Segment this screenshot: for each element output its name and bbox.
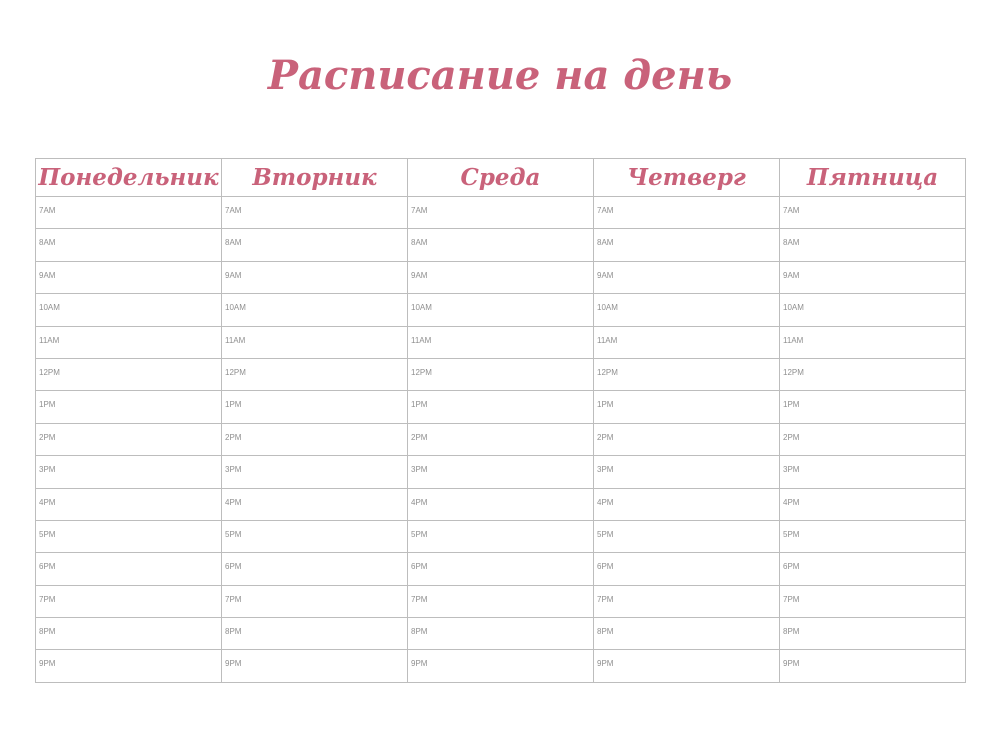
time-label: 8AM [225, 238, 242, 248]
time-row [36, 229, 966, 261]
time-label: 7PM [597, 594, 614, 604]
time-row [36, 618, 966, 650]
time-row [36, 520, 966, 552]
day-header-wednesday: Среда [408, 159, 594, 197]
time-slot-cell-tuesday[interactable] [222, 488, 408, 520]
time-label: 7PM [411, 594, 428, 604]
time-slot-cell-friday[interactable] [780, 229, 966, 261]
time-label: 8PM [783, 627, 800, 637]
time-label: 9AM [39, 270, 56, 280]
time-row [36, 650, 966, 682]
time-label: 5PM [225, 529, 242, 539]
time-label: 1PM [783, 400, 800, 410]
time-label: 2PM [225, 432, 242, 442]
time-slot-cell-friday[interactable] [780, 423, 966, 455]
time-slot-cell-friday[interactable] [780, 650, 966, 682]
time-slot-cell-monday[interactable] [36, 520, 222, 552]
schedule-table [35, 158, 966, 683]
time-slot-cell-thursday[interactable] [594, 488, 780, 520]
time-label: 5PM [39, 529, 56, 539]
time-label: 9AM [225, 270, 242, 280]
time-label: 8PM [597, 627, 614, 637]
time-row [36, 456, 966, 488]
time-label: 7PM [783, 594, 800, 604]
day-header-monday: Понедельник [36, 159, 222, 197]
time-slot-cell-tuesday[interactable] [222, 197, 408, 229]
time-slot-cell-thursday[interactable] [594, 585, 780, 617]
time-label: 3PM [39, 465, 56, 475]
time-slot-cell-wednesday[interactable] [408, 520, 594, 552]
time-label: 11AM [39, 335, 60, 345]
time-slot-cell-thursday[interactable] [594, 326, 780, 358]
time-slot-cell-thursday[interactable] [594, 456, 780, 488]
day-header-friday: Пятница [780, 159, 966, 197]
time-label: 8AM [411, 238, 428, 248]
time-label: 9AM [783, 270, 800, 280]
time-slot-cell-friday[interactable] [780, 618, 966, 650]
time-label: 2PM [783, 432, 800, 442]
time-label: 6PM [225, 562, 242, 572]
time-label: 4PM [783, 497, 800, 507]
time-slot-cell-wednesday[interactable] [408, 358, 594, 390]
time-slot-cell-wednesday[interactable] [408, 585, 594, 617]
time-slot-cell-friday[interactable] [780, 553, 966, 585]
page-title: Расписание на день [267, 52, 733, 99]
time-slot-cell-tuesday[interactable] [222, 229, 408, 261]
time-label: 12PM [783, 367, 804, 377]
time-label: 4PM [39, 497, 56, 507]
time-slot-cell-thursday[interactable] [594, 261, 780, 293]
time-label: 7AM [783, 206, 800, 215]
time-slot-cell-tuesday[interactable] [222, 553, 408, 585]
time-label: 12PM [411, 367, 432, 377]
time-label: 4PM [225, 497, 242, 507]
time-label: 1PM [597, 400, 614, 410]
time-slot-cell-thursday[interactable] [594, 618, 780, 650]
time-slot-cell-monday[interactable] [36, 650, 222, 682]
time-label: 8PM [411, 627, 428, 637]
time-slot-cell-wednesday[interactable] [408, 423, 594, 455]
time-label: 9PM [411, 659, 428, 669]
time-slot-cell-wednesday[interactable] [408, 197, 594, 229]
time-label: 9PM [39, 659, 56, 669]
time-slot-cell-tuesday[interactable] [222, 326, 408, 358]
time-slot-cell-monday[interactable] [36, 488, 222, 520]
time-label: 9PM [597, 659, 614, 669]
time-slot-cell-friday[interactable] [780, 488, 966, 520]
time-label: 9PM [225, 659, 242, 669]
time-slot-cell-tuesday[interactable] [222, 358, 408, 390]
time-slot-cell-friday[interactable] [780, 197, 966, 229]
time-label: 5PM [597, 529, 614, 539]
time-slot-cell-monday[interactable] [36, 553, 222, 585]
time-row [36, 261, 966, 293]
time-slot-cell-thursday[interactable] [594, 553, 780, 585]
time-row [36, 358, 966, 390]
time-slot-cell-wednesday[interactable] [408, 618, 594, 650]
time-label: 6PM [783, 562, 800, 572]
time-label: 8AM [783, 238, 800, 248]
time-label: 2PM [597, 432, 614, 442]
time-slot-cell-tuesday[interactable] [222, 520, 408, 552]
time-slot-cell-tuesday[interactable] [222, 585, 408, 617]
time-slot-cell-tuesday[interactable] [222, 391, 408, 423]
time-label: 4PM [411, 497, 428, 507]
time-row [36, 553, 966, 585]
time-label: 7AM [39, 206, 56, 215]
time-row [36, 326, 966, 358]
time-slot-cell-friday[interactable] [780, 456, 966, 488]
time-slot-cell-tuesday[interactable] [222, 456, 408, 488]
time-label: 1PM [411, 400, 428, 410]
time-slot-cell-thursday[interactable] [594, 197, 780, 229]
time-label: 10AM [225, 303, 246, 313]
time-slot-cell-thursday[interactable] [594, 358, 780, 390]
time-slot-cell-thursday[interactable] [594, 650, 780, 682]
time-label: 10AM [597, 303, 618, 313]
time-label: 1PM [39, 400, 56, 410]
time-slot-cell-friday[interactable] [780, 261, 966, 293]
time-label: 12PM [39, 367, 60, 377]
time-slot-cell-friday[interactable] [780, 391, 966, 423]
time-label: 8PM [225, 627, 242, 637]
time-label: 2PM [411, 432, 428, 442]
time-row [36, 197, 966, 229]
time-slot-cell-wednesday[interactable] [408, 229, 594, 261]
time-slot-cell-monday[interactable] [36, 391, 222, 423]
time-label: 3PM [597, 465, 614, 475]
time-label: 9PM [783, 659, 800, 669]
time-slot-cell-friday[interactable] [780, 520, 966, 552]
time-slot-cell-monday[interactable] [36, 261, 222, 293]
schedule-body [36, 197, 966, 683]
time-label: 12PM [225, 367, 246, 377]
time-label: 10AM [783, 303, 804, 313]
time-slot-cell-monday[interactable] [36, 294, 222, 326]
time-row [36, 585, 966, 617]
time-slot-cell-tuesday[interactable] [222, 423, 408, 455]
time-slot-cell-thursday[interactable] [594, 423, 780, 455]
time-label: 12PM [597, 367, 618, 377]
time-slot-cell-wednesday[interactable] [408, 261, 594, 293]
time-label: 5PM [783, 529, 800, 539]
time-label: 10AM [411, 303, 432, 313]
time-label: 9AM [597, 270, 614, 280]
time-label: 10AM [39, 303, 60, 313]
time-slot-cell-thursday[interactable] [594, 520, 780, 552]
time-slot-cell-wednesday[interactable] [408, 391, 594, 423]
time-slot-cell-thursday[interactable] [594, 294, 780, 326]
time-label: 7PM [225, 594, 242, 604]
time-label: 7AM [225, 206, 242, 215]
time-slot-cell-monday[interactable] [36, 618, 222, 650]
time-label: 3PM [225, 465, 242, 475]
time-slot-cell-monday[interactable] [36, 585, 222, 617]
day-header-thursday: Четверг [594, 159, 780, 197]
time-label: 11AM [783, 335, 804, 345]
time-label: 3PM [411, 465, 428, 475]
time-label: 4PM [597, 497, 614, 507]
time-slot-cell-friday[interactable] [780, 358, 966, 390]
time-slot-cell-wednesday[interactable] [408, 650, 594, 682]
time-slot-cell-wednesday[interactable] [408, 488, 594, 520]
time-label: 5PM [411, 529, 428, 539]
time-label: 3PM [783, 465, 800, 475]
time-slot-cell-monday[interactable] [36, 423, 222, 455]
time-slot-cell-tuesday[interactable] [222, 650, 408, 682]
time-row [36, 294, 966, 326]
time-label: 11AM [597, 335, 618, 345]
time-slot-cell-tuesday[interactable] [222, 618, 408, 650]
time-slot-cell-wednesday[interactable] [408, 294, 594, 326]
time-slot-cell-wednesday[interactable] [408, 326, 594, 358]
time-slot-cell-monday[interactable] [36, 326, 222, 358]
day-header-tuesday: Вторник [222, 159, 408, 197]
time-label: 9AM [411, 270, 428, 280]
time-label: 2PM [39, 432, 56, 442]
time-slot-cell-monday[interactable] [36, 456, 222, 488]
time-slot-cell-monday[interactable] [36, 358, 222, 390]
time-label: 11AM [225, 335, 246, 345]
time-slot-cell-friday[interactable] [780, 585, 966, 617]
time-label: 6PM [411, 562, 428, 572]
time-row [36, 488, 966, 520]
time-label: 8PM [39, 627, 56, 637]
time-slot-cell-friday[interactable] [780, 294, 966, 326]
time-slot-cell-monday[interactable] [36, 197, 222, 229]
time-label: 7AM [597, 206, 614, 215]
time-label: 6PM [39, 562, 56, 572]
time-slot-cell-tuesday[interactable] [222, 261, 408, 293]
time-label: 6PM [597, 562, 614, 572]
time-row [36, 423, 966, 455]
time-label: 7AM [411, 206, 428, 215]
time-slot-cell-friday[interactable] [780, 326, 966, 358]
time-label: 1PM [225, 400, 242, 410]
time-slot-cell-tuesday[interactable] [222, 294, 408, 326]
time-slot-cell-monday[interactable] [36, 229, 222, 261]
time-row [36, 391, 966, 423]
time-slot-cell-wednesday[interactable] [408, 553, 594, 585]
time-slot-cell-thursday[interactable] [594, 391, 780, 423]
time-label: 7PM [39, 594, 56, 604]
header-row [36, 159, 966, 197]
time-label: 11AM [411, 335, 432, 345]
time-slot-cell-wednesday[interactable] [408, 456, 594, 488]
time-label: 8AM [39, 238, 56, 248]
time-label: 8AM [597, 238, 614, 248]
time-slot-cell-thursday[interactable] [594, 229, 780, 261]
